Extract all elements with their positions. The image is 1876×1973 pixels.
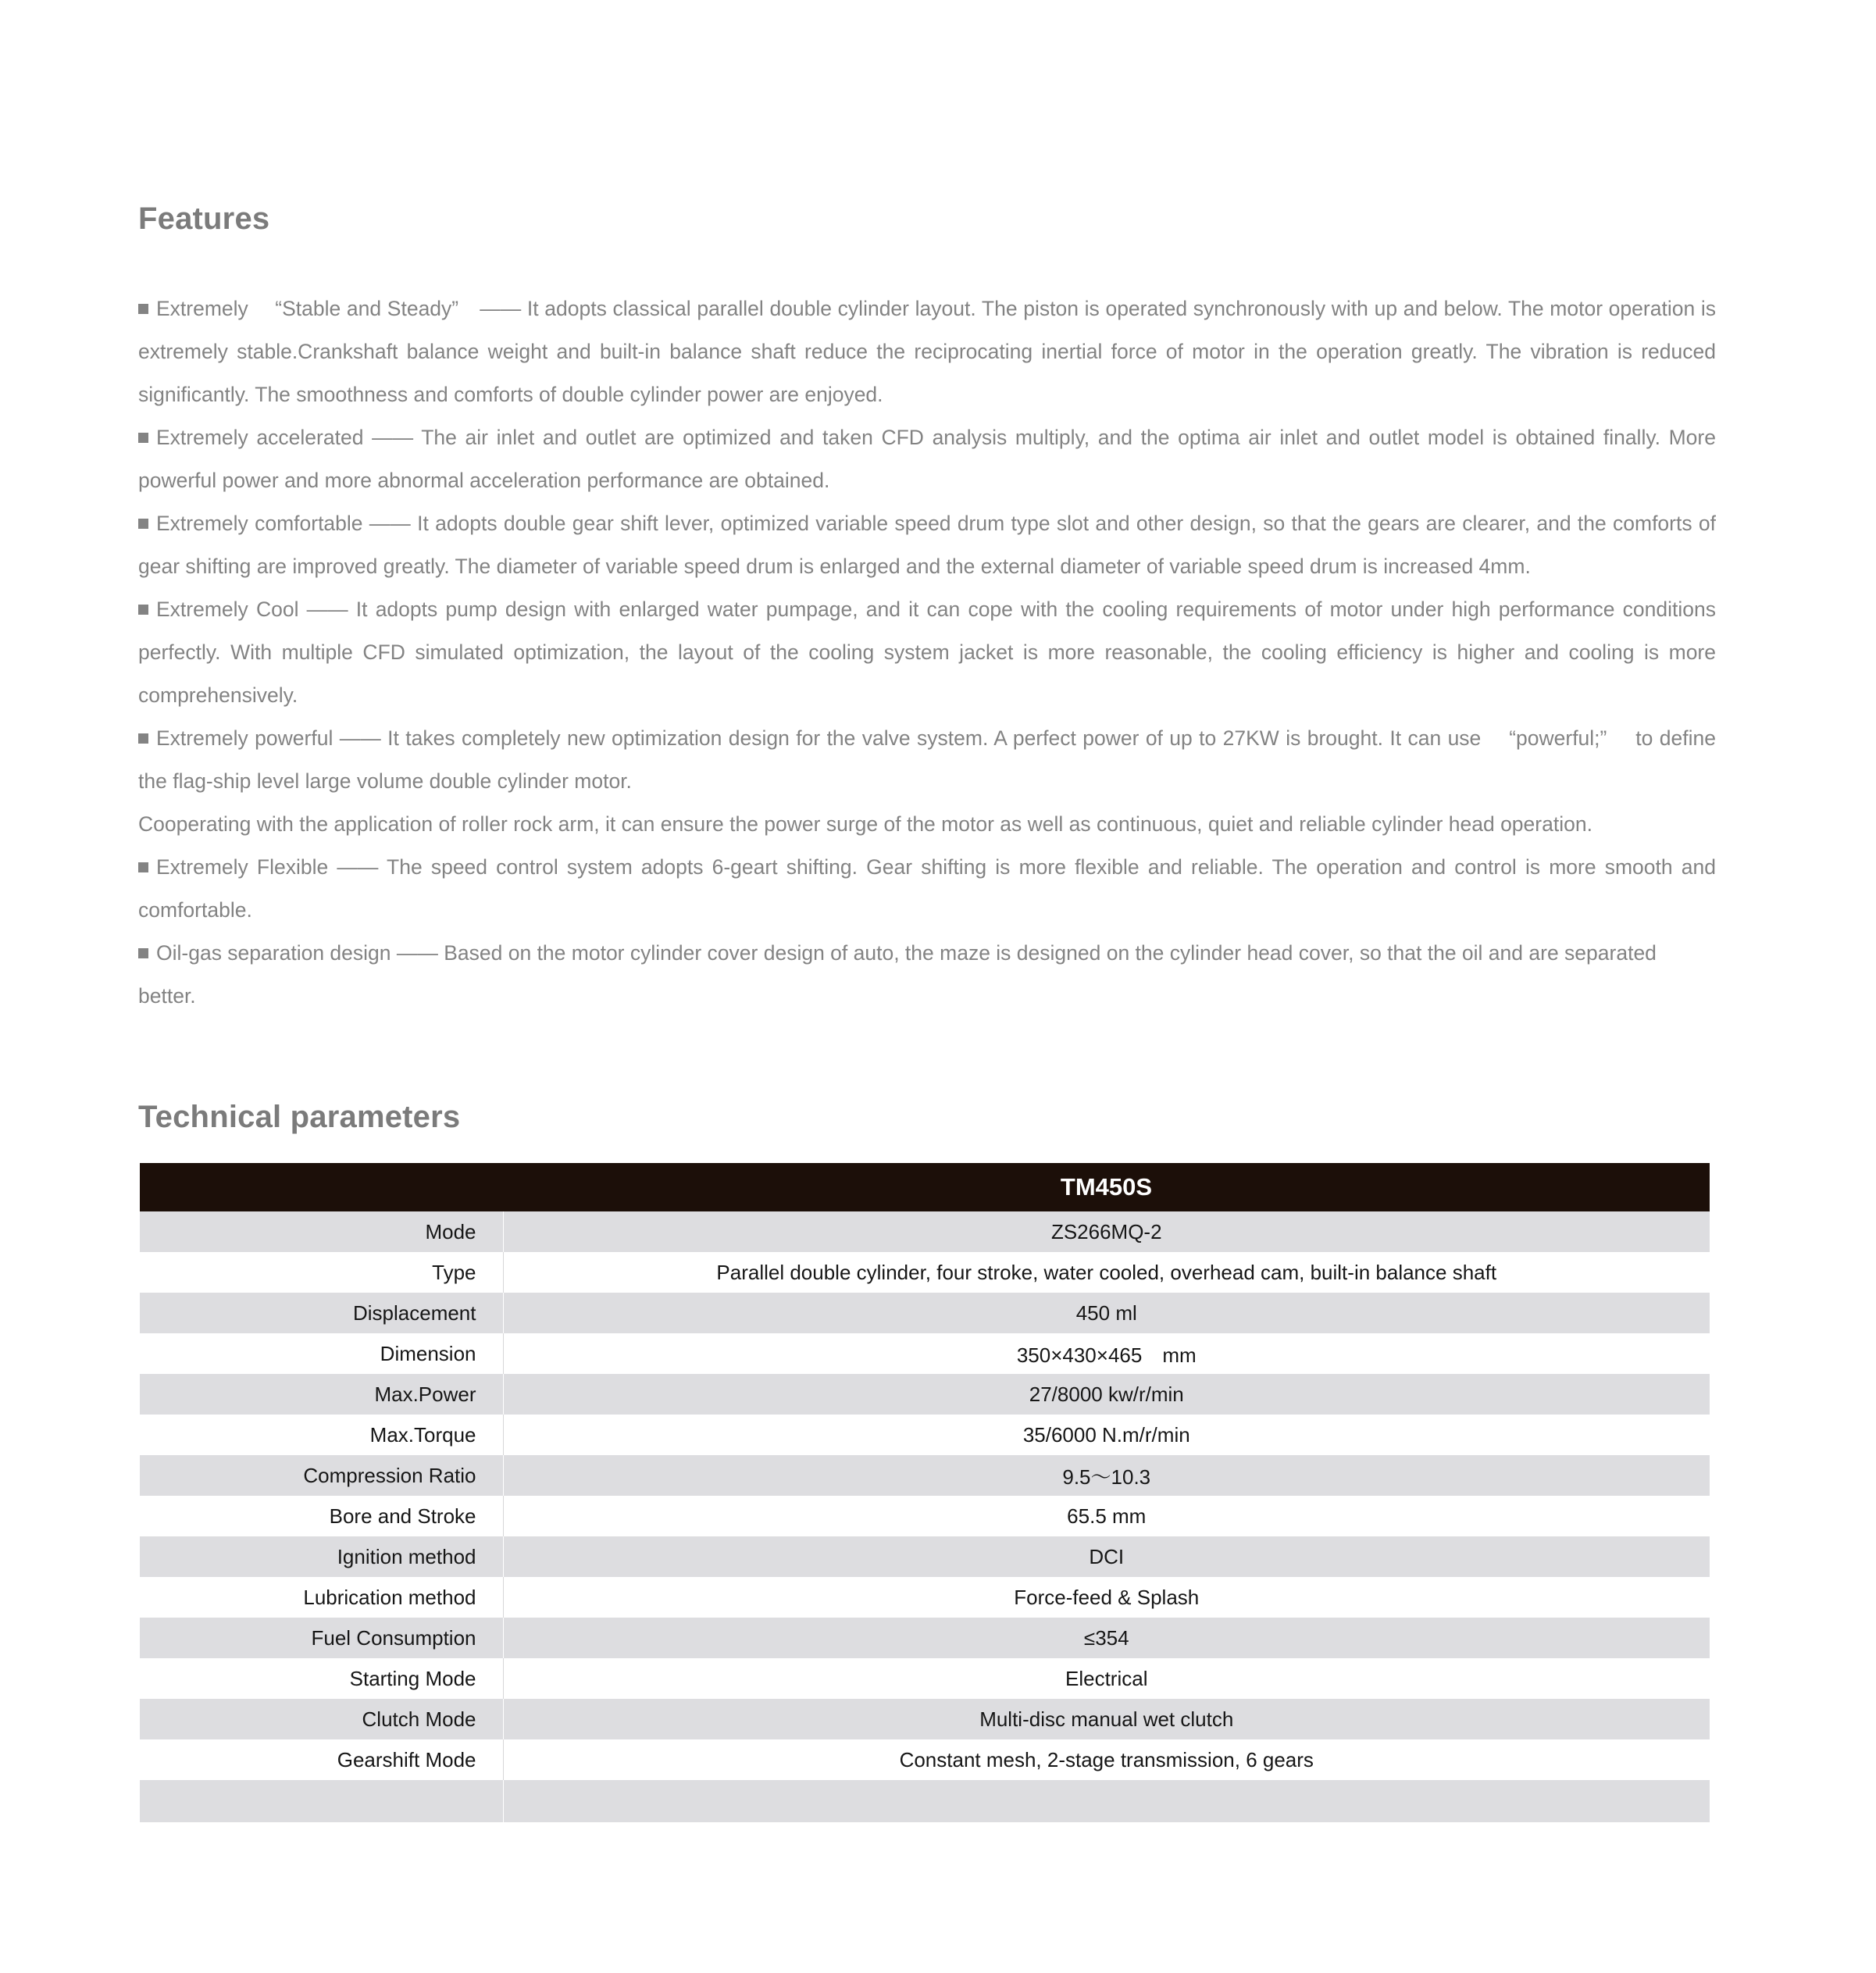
spec-label: Clutch Mode (140, 1699, 503, 1739)
spec-label: Lubrication method (140, 1577, 503, 1618)
feature-bullet-text: Extremely Flexible —— The speed control system adopts 6-geart shifting. Gear shifting is more flexible and reliable. The operation and control is more smooth and comfortable. (138, 855, 1716, 922)
square-bullet-icon (138, 733, 148, 744)
square-bullet-icon (138, 304, 148, 314)
table-row (140, 1252, 1710, 1293)
spec-label: Dimension (140, 1333, 503, 1374)
table-row (140, 1739, 1710, 1780)
features-heading: Features (138, 202, 270, 236)
feature-bullet-text: Extremely “Stable and Steady” —— It adopts classical parallel double cylinder layout. The piston is operated synchronously with up and below. The motor operation is extremely stable.Crankshaft balance weight and built-in balance shaft reduce the reciprocating inertial force of motor in the operation greatly. The vibration is reduced significantly. The smoothness and comforts of double cylinder power are enjoyed. (138, 297, 1716, 406)
features-body (138, 287, 1716, 1018)
table-row-empty (140, 1780, 1710, 1822)
spec-label (140, 1780, 503, 1822)
feature-bullet-text: Oil-gas separation design —— Based on the motor cylinder cover design of auto, the maze is designed on the cylinder head cover, so that the oil and are separated better. (138, 941, 1657, 1008)
spec-value: 35/6000 N.m/r/min (503, 1415, 1710, 1455)
table-header-row (140, 1163, 1710, 1211)
feature-bullet (138, 932, 1716, 1018)
feature-bullet-text: Extremely Cool —— It adopts pump design with enlarged water pumpage, and it can cope with the cooling requirements of motor under high performance conditions perfectly. With multiple CFD simulated optimization, the layout of the cooling system jacket is more reasonable, the cooling efficiency is higher and cooling is more comprehensively. (138, 598, 1716, 707)
spec-value: 65.5 mm (503, 1496, 1710, 1536)
spec-label: Starting Mode (140, 1658, 503, 1699)
feature-bullet (138, 287, 1716, 416)
table-row (140, 1415, 1710, 1455)
spec-label: Mode (140, 1211, 503, 1252)
spec-value: Electrical (503, 1658, 1710, 1699)
table-row (140, 1211, 1710, 1252)
table-row (140, 1496, 1710, 1536)
spec-label: Compression Ratio (140, 1455, 503, 1496)
table-row (140, 1374, 1710, 1415)
feature-bullet (138, 502, 1716, 588)
feature-bullet (138, 846, 1716, 932)
spec-value: ≤354 (503, 1618, 1710, 1658)
spec-value: 450 ml (503, 1293, 1710, 1333)
feature-bullet-text: Extremely accelerated —— The air inlet and outlet are optimized and taken CFD analysis multiply, and the optima air inlet and outlet model is obtained finally. More powerful power and more abnormal acceleration performance are obtained. (138, 426, 1716, 492)
square-bullet-icon (138, 605, 148, 615)
table-row (140, 1455, 1710, 1496)
feature-bullet-text: Extremely powerful —— It takes completely new optimization design for the valve system. A perfect power of up to 27KW is brought. It can use “powerful;” to define the flag-ship level large volume double cylinder motor. (138, 726, 1716, 793)
table-body (140, 1211, 1710, 1822)
square-bullet-icon (138, 433, 148, 443)
feature-plain-paragraph: Cooperating with the application of roller rock arm, it can ensure the power surge of the motor as well as continuous, quiet and reliable cylinder head operation. (138, 812, 1592, 836)
spec-value: Multi-disc manual wet clutch (503, 1699, 1710, 1739)
spec-label: Gearshift Mode (140, 1739, 503, 1780)
spec-value: Parallel double cylinder, four stroke, water cooled, overhead cam, built-in balance shaft (503, 1252, 1710, 1293)
table-row (140, 1333, 1710, 1374)
spec-label: Ignition method (140, 1536, 503, 1577)
feature-bullet-text: Extremely comfortable —— It adopts double gear shift lever, optimized variable speed drum type slot and other design, so that the gears are clearer, and the comforts of gear shifting are improved greatly. The diameter of variable speed drum is enlarged and the external diameter of variable speed drum is increased 4mm. (138, 512, 1716, 578)
technical-parameters-table (140, 1163, 1710, 1822)
feature-bullet (138, 416, 1716, 502)
square-bullet-icon (138, 862, 148, 872)
spec-value: 9.5～10.3 (503, 1455, 1710, 1496)
square-bullet-icon (138, 519, 148, 529)
spec-label: Bore and Stroke (140, 1496, 503, 1536)
spec-value: Constant mesh, 2-stage transmission, 6 gears (503, 1739, 1710, 1780)
spec-label: Max.Power (140, 1374, 503, 1415)
spec-value (503, 1780, 1710, 1822)
table-row (140, 1293, 1710, 1333)
table-row (140, 1577, 1710, 1618)
spec-value: 27/8000 kw/r/min (503, 1374, 1710, 1415)
technical-parameters-heading: Technical parameters (138, 1100, 461, 1134)
table-row (140, 1699, 1710, 1739)
table-row (140, 1658, 1710, 1699)
spec-label: Max.Torque (140, 1415, 503, 1455)
spec-value: 350×430×465 mm (503, 1333, 1710, 1374)
square-bullet-icon (138, 948, 148, 958)
table-header-model-cell: TM450S (503, 1163, 1710, 1211)
spec-label: Type (140, 1252, 503, 1293)
spec-value: Force-feed & Splash (503, 1577, 1710, 1618)
table-header-label-cell (140, 1163, 503, 1211)
feature-bullet (138, 588, 1716, 717)
spec-label: Fuel Consumption (140, 1618, 503, 1658)
table-header (140, 1163, 1710, 1211)
spec-value: ZS266MQ-2 (503, 1211, 1710, 1252)
feature-bullet (138, 717, 1716, 803)
table-row (140, 1536, 1710, 1577)
table-row (140, 1618, 1710, 1658)
spec-value: DCI (503, 1536, 1710, 1577)
spec-label: Displacement (140, 1293, 503, 1333)
